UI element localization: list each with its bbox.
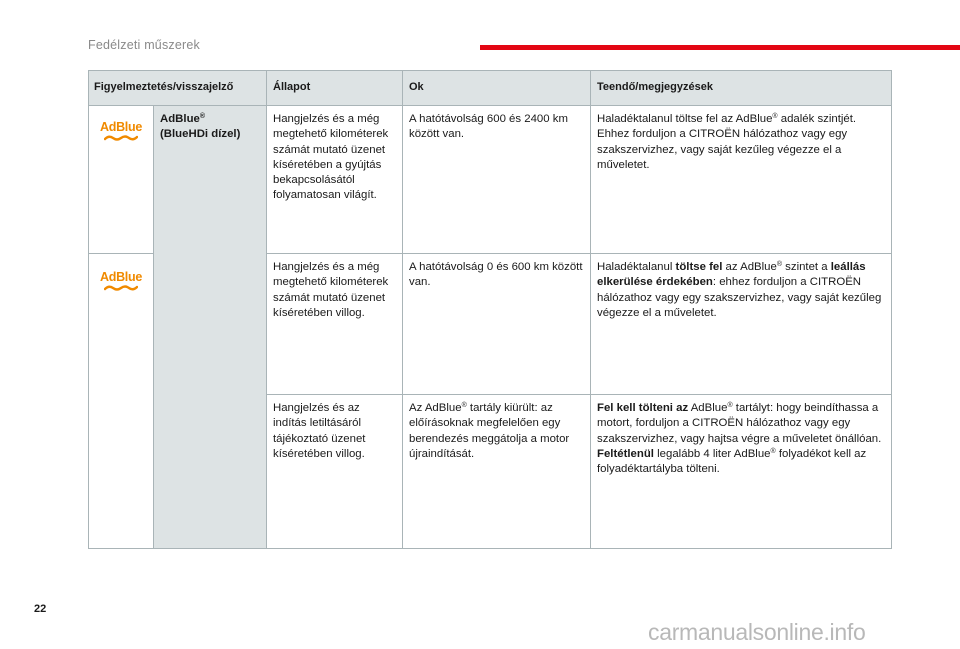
table-row — [89, 106, 892, 254]
table-header-row — [89, 71, 892, 106]
action-cell: Haladéktalanul töltse fel az AdBlue® adalék szintjét. Ehhez forduljon a CITROËN hálózathoz vagy egy szakszervizhez, vagy saját kezűleg végezze el a műveletet. — [591, 106, 892, 254]
adblue-icon: AdBlue — [99, 120, 143, 141]
state-cell: Hangjelzés és a még megtehető kilométerek számát mutató üzenet kíséretében a gyújtás bekapcsolásától folyamatosan világít. — [267, 106, 403, 254]
state-cell: Hangjelzés és a még megtehető kilométerek számát mutató üzenet kíséretében villog. — [267, 254, 403, 395]
alert-name: AdBlue® — [160, 113, 206, 125]
action-cell: Haladéktalanul töltse fel az AdBlue® szintet a leállás elkerülése érdekében: ehhez forduljon a CITROËN hálózathoz vagy egy szakszervizhez, vagy saját kezűleg végezze el a műveletet. — [591, 254, 892, 395]
column-header-state: Állapot — [267, 71, 403, 106]
action-cell: Fel kell tölteni az AdBlue® tartályt: hogy beindíthassa a motort, forduljon a CITROËN hálózathoz vagy egy szakszervizhez, vagy hajtsa végre a műveletet önállóan. Feltétlenül legalább 4 liter AdBlue® folyadékot kell az folyadéktartályba tölteni. — [591, 395, 892, 549]
cause-cell: Az AdBlue® tartály kiürült: az előírásoknak megfelelően egy berendezés meggátolja a motor újraindítását. — [403, 395, 591, 549]
section-accent-bar — [480, 45, 960, 50]
column-header-action: Teendő/megjegyzések — [591, 71, 892, 106]
section-title: Fedélzeti műszerek — [88, 38, 200, 52]
icon-cell — [89, 254, 154, 549]
alert-name-cell — [154, 106, 267, 549]
watermark: carmanualsonline.info — [648, 619, 866, 645]
cause-cell: A hatótávolság 600 és 2400 km között van. — [403, 106, 591, 254]
state-cell: Hangjelzés és az indítás letiltásáról tájékoztató üzenet kíséretében villog. — [267, 395, 403, 549]
warning-lights-table — [88, 70, 892, 549]
alert-variant: (BlueHDi dízel) — [160, 128, 241, 141]
icon-cell — [89, 106, 154, 254]
page-number: 22 — [34, 603, 47, 615]
cause-cell: A hatótávolság 0 és 600 km között van. — [403, 254, 591, 395]
column-header-cause: Ok — [403, 71, 591, 106]
adblue-icon: AdBlue — [99, 270, 143, 291]
column-header-indicator: Figyelmeztetés/visszajelző — [89, 71, 267, 106]
